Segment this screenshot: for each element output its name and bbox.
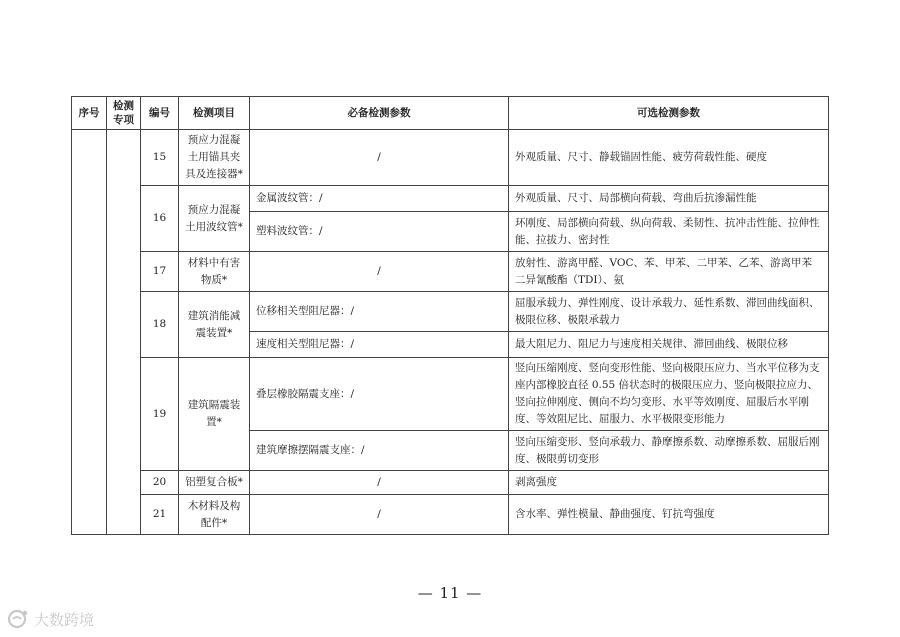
code-cell: 16 (141, 186, 179, 252)
table-row (72, 495, 829, 535)
optional-cell: 外观质量、尺寸、局部横向荷载、弯曲后抗渗漏性能 (509, 186, 829, 212)
required-cell: / (250, 495, 509, 535)
optional-cell: 外观质量、尺寸、静载锚固性能、疲劳荷载性能、硬度 (509, 130, 829, 186)
required-cell: / (250, 130, 509, 186)
required-cell: / (250, 471, 509, 495)
optional-cell: 剥离强度 (509, 471, 829, 495)
item-cell: 建筑隔震装置* (179, 358, 250, 471)
optional-cell: 环刚度、局部横向荷载、纵向荷载、柔韧性、抗冲击性能、拉伸性能、拉拔力、密封性 (509, 212, 829, 252)
required-cell: 叠层橡胶隔震支座：/ (250, 358, 509, 431)
item-cell: 建筑消能减震装置* (179, 292, 250, 358)
required-cell: 位移相关型阻尼器：/ (250, 292, 509, 332)
optional-cell: 最大阻尼力、阻尼力与速度相关规律、滞回曲线、极限位移 (509, 332, 829, 358)
item-cell: 铝塑复合板* (179, 471, 250, 495)
code-cell: 20 (141, 471, 179, 495)
code-cell: 15 (141, 130, 179, 186)
inspection-parameters-table (71, 96, 829, 535)
header-optional: 可选检测参数 (509, 97, 829, 130)
page-number: — 11 — (417, 584, 483, 602)
table-row (72, 186, 829, 212)
header-code: 编号 (141, 97, 179, 130)
item-cell: 预应力混凝土用波纹管* (179, 186, 250, 252)
table-row (72, 358, 829, 431)
required-cell: 建筑摩擦摆隔震支座：/ (250, 431, 509, 471)
required-cell: 速度相关型阻尼器：/ (250, 332, 509, 358)
item-cell: 材料中有害物质* (179, 252, 250, 292)
watermark-logo-icon (6, 608, 30, 630)
optional-cell: 含水率、弹性模量、静曲强度、钉抗弯强度 (509, 495, 829, 535)
header-required: 必备检测参数 (250, 97, 509, 130)
optional-cell: 竖向压缩变形、竖向承载力、静摩擦系数、动摩擦系数、屈服后刚度、极限剪切变形 (509, 431, 829, 471)
header-item: 检测项目 (179, 97, 250, 130)
table-row (72, 130, 829, 186)
table-row (72, 252, 829, 292)
item-cell: 木材料及构配件* (179, 495, 250, 535)
header-category: 检测专项 (107, 97, 141, 130)
table-row (72, 292, 829, 332)
code-cell: 19 (141, 358, 179, 471)
table-header-row (72, 97, 829, 130)
watermark (6, 608, 94, 630)
seq-cell (72, 130, 107, 535)
code-cell: 21 (141, 495, 179, 535)
watermark-text: 大数跨境 (34, 610, 95, 629)
optional-cell: 放射性、游离甲醛、VOC、苯、甲苯、二甲苯、乙苯、游离甲苯二异氰酸酯（TDI）、氨 (509, 252, 829, 292)
table-row (72, 471, 829, 495)
required-cell: 塑料波纹管：/ (250, 212, 509, 252)
category-cell (107, 130, 141, 535)
item-cell: 预应力混凝土用锚具夹具及连接器* (179, 130, 250, 186)
optional-cell: 竖向压缩刚度、竖向变形性能、竖向极限压应力、当水平位移为支座内部橡胶直径 0.55 倍状态时的极限压应力、竖向极限拉应力、竖向拉伸刚度、侧向不均匀变形、水平等效刚度、屈服后水平刚度、等效阻尼比、屈服力、水平极限变形能力 (509, 358, 829, 431)
header-seq: 序号 (72, 97, 107, 130)
optional-cell: 屈服承载力、弹性刚度、设计承载力、延性系数、滞回曲线面积、极限位移、极限承载力 (509, 292, 829, 332)
code-cell: 18 (141, 292, 179, 358)
code-cell: 17 (141, 252, 179, 292)
required-cell: / (250, 252, 509, 292)
required-cell: 金属波纹管：/ (250, 186, 509, 212)
